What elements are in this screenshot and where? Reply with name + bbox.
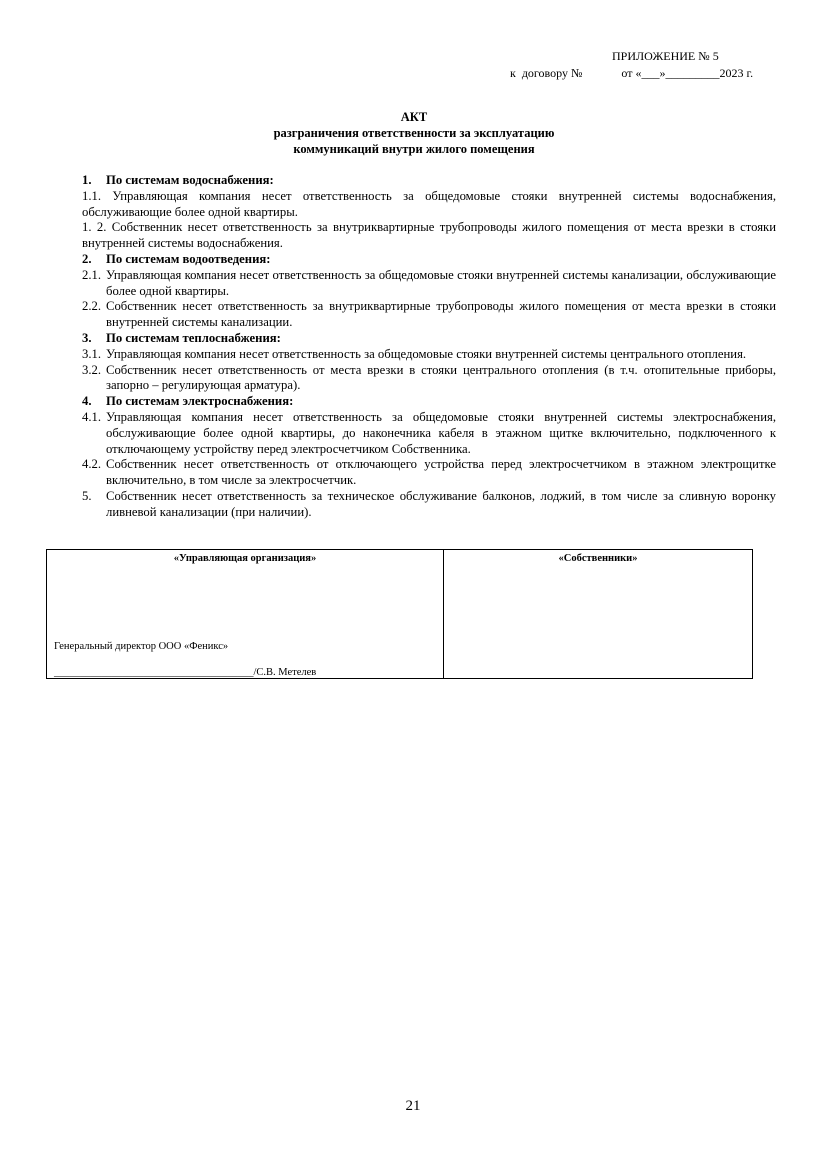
heading-act: АКТ — [400, 110, 428, 124]
clause-text: Собственник несет ответственность за внутриквартирные трубопроводы жилого помещения от места врезки в стояки внутренней системы канализации. — [106, 299, 776, 330]
clause-number: 4.1. — [82, 409, 102, 424]
owners-title: «Собственники» — [558, 553, 638, 564]
clause-text: Управляющая компания несет ответственность за общедомовые стояки внутренней системы центрального отопления. — [106, 346, 747, 361]
page-number: 21 — [405, 1098, 421, 1114]
section-heading-water-supply — [82, 173, 776, 189]
clause-text: Управляющая компания несет ответственность за общедомовые стояки внутренней системы электроснабжения, обслуживающие более одной квартиры, до наконечника кабеля в этажном щитке включительно, подключенного к отключающему устройству перед электросчетчиком Собственника. — [106, 409, 776, 456]
clause-text: Управляющая компания несет ответственность за общедомовые стояки внутренней системы канализации, обслуживающие более одной квартиры. — [106, 267, 776, 298]
clause-1-1: 1.1. Управляющая компания несет ответственность за общедомовые стояки внутренней системы водоснабжения, обслуживающие более одной квартиры. — [82, 188, 776, 219]
clause-number: 3.1. — [82, 346, 102, 361]
document-heading — [82, 109, 746, 157]
director-title: Генеральный директор ООО «Феникс» — [54, 641, 229, 652]
clause-3-1 — [82, 347, 776, 363]
clause-3-2 — [82, 363, 776, 395]
clause-number: 2.1. — [82, 267, 102, 282]
act-sections — [82, 173, 776, 521]
section-title: По системам водоотведения: — [106, 251, 271, 266]
clause-text: Собственник несет ответственность за техническое обслуживание балконов, лоджий, в том числе за сливную воронку ливневой канализации (при наличии). — [106, 488, 776, 519]
section-title: По системам теплоснабжения: — [106, 330, 281, 345]
section-number: 4. — [82, 394, 92, 409]
contract-reference: к договору № от «___»_________2023 г. — [510, 66, 754, 80]
heading-subtitle-2: коммуникаций внутри жилого помещения — [293, 142, 535, 156]
section-number: 2. — [82, 251, 92, 266]
clause-number: 5. — [82, 488, 92, 503]
section-number: 1. — [82, 173, 92, 187]
section-title: По системам водоснабжения: — [106, 173, 274, 187]
section-title: По системам электроснабжения: — [106, 394, 294, 409]
clause-1-2: 1. 2. Собственник несет ответственность за внутриквартирные трубопроводы жилого помещения от места врезки в стояки внутренней системы водоснабжения. — [82, 220, 776, 251]
clause-text: Собственник несет ответственность от отключающего устройства перед электросчетчиком в этажном электрощитке включительно, в том числе за электросчетчик. — [106, 457, 776, 488]
clause-4-1 — [82, 410, 776, 457]
section-heading-drainage — [82, 252, 776, 268]
clause-text: Собственник несет ответственность от места врезки в стояки центрального отопления (в т.ч. отопительные приборы, запорно – регулирующая арматура). — [106, 362, 776, 393]
signature-cell-management — [47, 550, 444, 678]
clause-2-2 — [82, 299, 776, 331]
signature-cell-owners — [444, 550, 752, 678]
clause-number: 2.2. — [82, 299, 102, 314]
heading-subtitle-1: разграничения ответственности за эксплуатацию — [273, 126, 555, 140]
clause-2-1 — [82, 268, 776, 300]
clause-5 — [82, 489, 776, 521]
appendix-title: ПРИЛОЖЕНИЕ № 5 — [612, 49, 719, 63]
management-org-title: «Управляющая организация» — [173, 553, 317, 564]
signature-table — [46, 549, 753, 679]
section-heading-electricity — [82, 394, 776, 410]
section-number: 3. — [82, 330, 92, 345]
clause-number: 4.2. — [82, 457, 102, 472]
director-signature-line: ______________________________________/С.В. Метелев — [54, 667, 317, 678]
clause-number: 3.2. — [82, 362, 102, 377]
clause-4-2 — [82, 457, 776, 489]
section-heading-heating — [82, 331, 776, 347]
